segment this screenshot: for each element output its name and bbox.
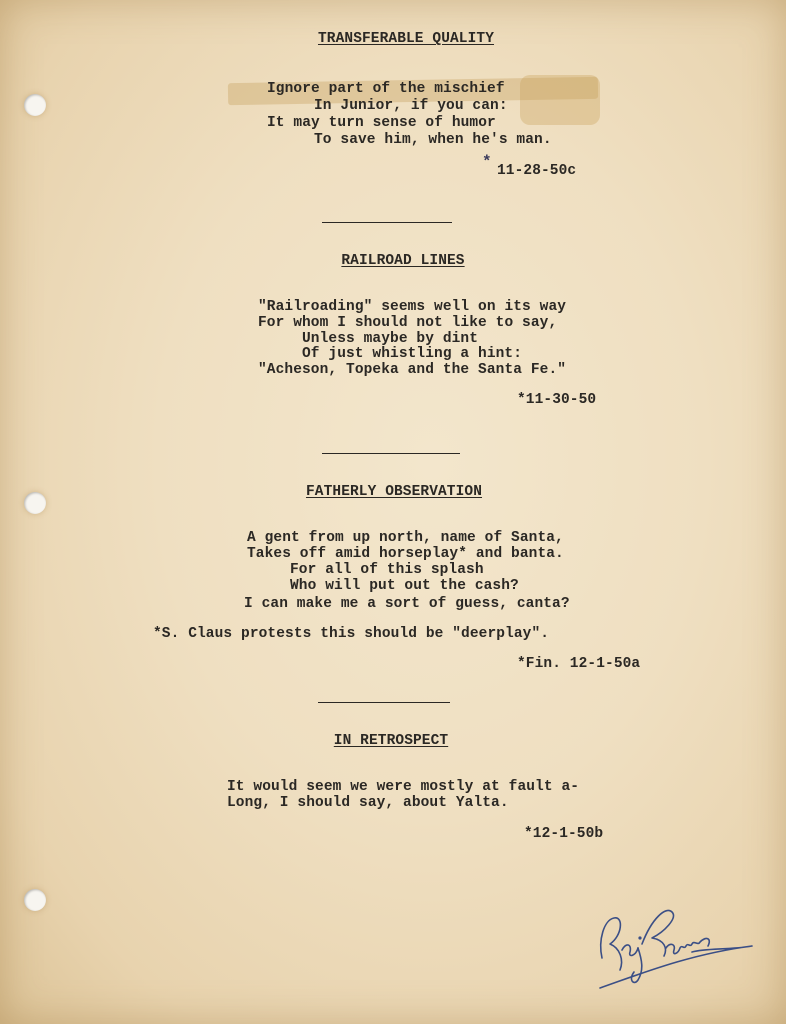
poem-line: A gent from up north, name of Santa, (247, 530, 564, 546)
section-divider (318, 702, 450, 703)
poem-line: Long, I should say, about Yalta. (227, 795, 509, 811)
poem-title: IN RETROSPECT (333, 733, 449, 749)
poem-line: I can make me a sort of guess, canta? (244, 596, 570, 612)
poem-date: 11-28-50c (497, 163, 577, 179)
poem-date: *12-1-50b (524, 826, 604, 842)
poem-title: FATHERLY OBSERVATION (305, 484, 483, 500)
poem-line: It would seem we were mostly at fault a- (227, 779, 580, 795)
poem-line: "Railroading" seems well on its way (258, 299, 567, 315)
poem-line: Of just whistling a hint: (302, 346, 523, 362)
poem-line: For all of this splash (290, 562, 484, 578)
poem-line: Ignore part of the mischief (267, 81, 505, 97)
section-divider (322, 453, 460, 454)
binder-hole-bottom (24, 889, 46, 911)
poem-line: Who will put out the cash? (290, 578, 519, 594)
handwritten-asterisk: * (482, 153, 492, 171)
section-divider (322, 222, 452, 223)
binder-hole-top (24, 94, 46, 116)
poem-date: *11-30-50 (517, 392, 597, 408)
poem-line: In Junior, if you can: (314, 98, 508, 114)
poem-title: RAILROAD LINES (341, 253, 465, 269)
poem-line: It may turn sense of humor (267, 115, 496, 131)
poem-line: "Acheson, Topeka and the Santa Fe." (258, 362, 567, 378)
poem-line: For whom I should not like to say, (258, 315, 558, 331)
poem-line: Unless maybe by dint (302, 331, 479, 347)
poem-footnote: *S. Claus protests this should be "deerplay". (153, 626, 550, 642)
poem-title: TRANSFERABLE QUALITY (317, 31, 495, 47)
poem-line: To save him, when he's man. (314, 132, 552, 148)
poem-date: *Fin. 12-1-50a (517, 656, 641, 672)
poem-line: Takes off amid horseplay* and banta. (247, 546, 564, 562)
handwritten-signature (580, 888, 760, 998)
